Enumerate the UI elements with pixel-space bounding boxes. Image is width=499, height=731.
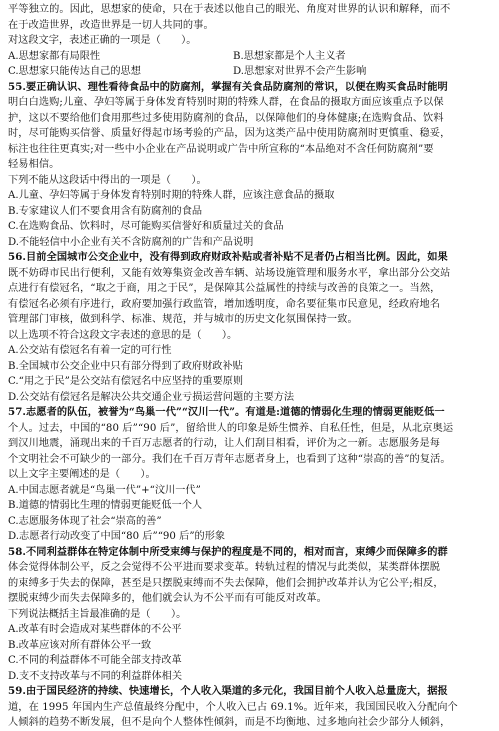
option-b: B.改革应该对所有群体公平一致	[8, 639, 152, 651]
option-b: B.道德的情弱比生理的情弱更能贬低一个人	[8, 500, 203, 511]
passage-line: 55.要正确认识、理性看待食品中的防腐剂，掌握有关食品防腐剂的常识，以便在购买食品时能明	[8, 80, 448, 93]
option-c: C.“用之于民”是公交站有偿冠名中应坚持的重要原则	[8, 376, 244, 387]
option-a: A.儿童、孕妇等属于身体发育特别时期的特殊人群，应该注意食品的摄取	[8, 190, 335, 201]
question-54	[8, 33, 491, 80]
question-stem	[8, 80, 491, 173]
intro-passage	[8, 2, 491, 33]
passage-line: 个文明社会不可缺少的一部分。我们在千百万青年志愿者身上，也看到了这种“崇高的善”的复活。	[8, 453, 451, 465]
question-stem	[8, 545, 491, 607]
option-b: B.专家建议人们不要食用含有防腐剂的食品	[8, 205, 203, 217]
option-d: D.志愿者行动改变了中国“80 后”“90 后”的形象	[8, 531, 226, 542]
passage-line: 56.目前全国城市公交企业中，没有得到政府财政补贴或者补贴不足者仍占相当比例。因此，如果	[8, 251, 448, 263]
option-c: C.志愿服务体现了社会“崇高的善”	[8, 515, 162, 527]
passage-line: 管理部门审核，做到科学、标准、规范，并与城市的历史文化氛围保持一致。	[8, 314, 358, 325]
passage-line: 58.不同利益群体在特定体制中所受束缚与保护的程度是不同的，相对而言，束缚少而保障多的群	[8, 545, 448, 558]
option-a: A.公交站有偿冠名有着一定的可行性	[8, 345, 172, 356]
options-grid	[8, 49, 491, 80]
option-b: B.全国城市公交企业中只有部分得到了政府财政补贴	[8, 360, 243, 372]
passage-line: 个人。过去，中国的“80 后”“90 后”，留给世人的印象是娇生惯养、自私任性，但是，从北京奥运	[8, 422, 454, 434]
question-55	[8, 80, 491, 251]
passage-line: 摆脱束缚少而失去保障多的，他们就会认为不公平而有可能反对改革。	[8, 593, 327, 604]
option-c: C.不同的利益群体不可能全部支持改革	[8, 655, 182, 666]
passage-line: 明白白选购;儿童、孕妇等属于身体发育特别时期的特殊人群，在食品的摄取方面应该重点予以保	[8, 97, 444, 108]
option-a: A.中国志愿者就是“鸟巢一代”+“汶川一代”	[8, 484, 201, 496]
question-59	[8, 684, 491, 731]
question-stem	[8, 684, 491, 731]
passage-line: 标注也往往更真实;对一些中小企业在产品说明或广告中所宣称的“本品绝对不含任何防腐剂”要	[8, 143, 434, 155]
option-b: B.思想家都是个人主义者	[233, 50, 346, 62]
passage-line: 平等独立的。因此，思想家的使命，只在于表述以他自己的眼光、角度对世界的认识和解释，而不	[8, 4, 451, 15]
question-stem	[8, 250, 491, 328]
question-prompt: 以上选项不符合这段文字表述的意思的是（ ）。	[8, 329, 238, 341]
question-57	[8, 405, 491, 545]
passage-line: 体会觉得体制公平，反之会觉得不公平进而要求变革。转轨过程的情况与此类似，某类群体摆脱	[8, 562, 441, 573]
passage-line: 在于改造世界，改造世界是一切人共同的事。	[8, 19, 214, 31]
passage-line: 轻易相信。	[8, 159, 60, 170]
passage-line: 点进行有偿冠名，“取之于商，用之于民”，是保障其公益属性的持续与改善的良策之一。当然，	[8, 283, 441, 294]
option-a: A.改革有时会造成对某些群体的不公平	[8, 624, 182, 635]
option-d: D.思想家对世界不会产生影响	[233, 66, 367, 77]
passage-line: 时，尽可能购买信誉、质量好得起市场考验的产品，因为这类产品中使用防腐剂时更慎重、稳妥，	[8, 128, 451, 139]
passage-line: 护，这以不要给他们食用那些过多使用防腐剂的食品，以保障他们的身体健康;在选购食品、饮料	[8, 112, 444, 124]
question-prompt: 对这段文字，表述正确的一项是（ ）。	[8, 35, 197, 46]
passage-line: 既不妨碍市民出行便利，又能有效筹集资金改善车辆、站场设施管理和服务水平，拿出部分公交站	[8, 267, 451, 279]
question-58	[8, 545, 491, 685]
passage-line: 的束缚多于失去的保障，甚至是只摆脱束缚而不失去保障，他们会拥护改革并认为它公平;相反，	[8, 577, 444, 589]
option-d: D.公交站有偿冠名是解决公共交通企业亏损运营问题的主要方法	[8, 391, 295, 403]
option-c: C.在选购食品、饮料时，尽可能购买信誉好和质量过关的食品	[8, 221, 284, 232]
option-a: A.思想家都有局限性	[8, 50, 101, 62]
passage-line: 有偿冠名必须有序进行，政府要加强行政监管，增加透明度，命名要征集市民意见，经政府地名	[8, 298, 441, 310]
passage-line: 57.志愿者的队伍，被誉为“鸟巢一代”“汉川一代”。有道是:道德的情弱化生理的情弱更能贬低一	[8, 406, 445, 418]
passage-line: 道，在 1995 年国内生产总值最终分配中，个人收入已占 69.1%。近年来，我国国民收入分配向个	[8, 701, 458, 713]
question-prompt: 以上文字主要阐述的是（ ）。	[8, 469, 156, 480]
option-d: D.不能轻信中小企业有关不含防腐剂的广告和产品说明	[8, 236, 254, 248]
option-c: C.思想家只能传达自己的思想	[8, 66, 141, 77]
question-prompt: 下列说法概括主旨最准确的是（ ）。	[8, 608, 187, 620]
question-stem	[8, 405, 491, 467]
question-prompt: 下列不能从这段话中得出的一项是（ ）。	[8, 174, 207, 186]
question-56	[8, 250, 491, 405]
passage-line: 人倾斜的趋势不断发展，但不是向个人整体性倾斜，而是不均衡地、过多地向社会少部分人倾斜，	[8, 717, 451, 728]
passage-line: 到汉川地震，涌现出来的千百万志愿者的行动，让人们刮目相看，评价为之一新。志愿服务是每	[8, 438, 441, 449]
passage-line: 59.由于国民经济的持续、快速增长，个人收入渠道的多元化，我国目前个人收入总量庞大，据报	[8, 685, 448, 697]
option-d: D.支不支持改革与不同的利益群体相关	[8, 670, 183, 682]
